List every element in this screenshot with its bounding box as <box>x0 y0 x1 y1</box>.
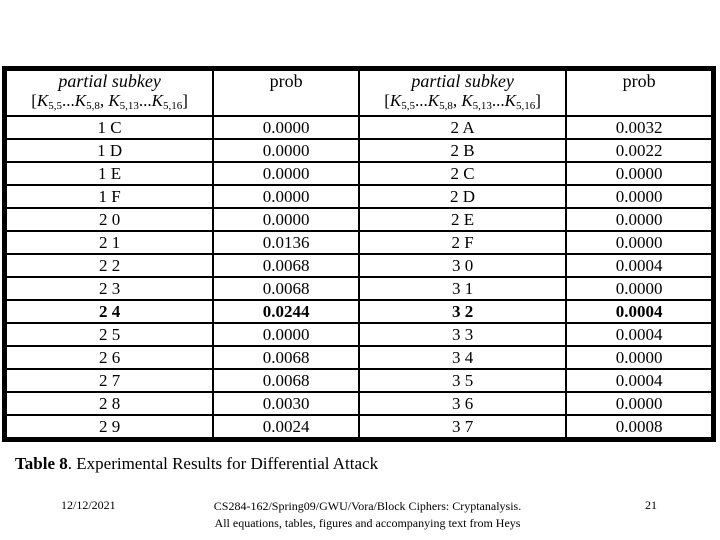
prob-cell-left: 0.0000 <box>214 324 358 345</box>
subkey-cell-left: 2 1 <box>7 232 212 253</box>
prob-cell-left: 0.0000 <box>214 117 358 138</box>
table-row <box>7 324 711 345</box>
results-table-frame <box>2 66 716 442</box>
header-prob-right: prob <box>567 71 711 115</box>
footer-credit-line-1: CS284-162/Spring09/GWU/Vora/Block Ciphers: Cryptanalysis. <box>213 499 522 513</box>
table-row <box>7 209 711 230</box>
subkey-cell-left: 1 E <box>7 163 212 184</box>
subkey-cell-right: 2 E <box>360 209 565 230</box>
header-partial-subkey-left: partial subkey [$K_{5,5}...K_{5,8}$, $K_{5,13}...K_{5,16}$] <box>7 71 212 115</box>
prob-cell-left: 0.0000 <box>214 163 358 184</box>
table-body <box>7 117 711 437</box>
prob-cell-right: 0.0000 <box>567 186 711 207</box>
subkey-cell-right: 3 7 <box>360 416 565 437</box>
footer-credit-line-2: All equations, tables, figures and accompanying text from Heys <box>214 516 521 530</box>
subkey-cell-left: 2 3 <box>7 278 212 299</box>
subkey-cell-right: 3 3 <box>360 324 565 345</box>
table-row <box>7 232 711 253</box>
footer-date: 12/12/2021 <box>61 498 116 512</box>
table-row <box>7 186 711 207</box>
prob-cell-right: 0.0000 <box>567 278 711 299</box>
subkey-cell-left: 2 6 <box>7 347 212 368</box>
prob-cell-right: 0.0022 <box>567 140 711 161</box>
table-header-row <box>7 71 711 115</box>
prob-cell-right: 0.0004 <box>567 370 711 391</box>
prob-cell-left: 0.0000 <box>214 209 358 230</box>
table-row <box>7 347 711 368</box>
subkey-cell-left: 2 2 <box>7 255 212 276</box>
table-row <box>7 393 711 414</box>
prob-cell-right: 0.0000 <box>567 232 711 253</box>
table-row <box>7 278 711 299</box>
header-prob-left: prob <box>214 71 358 115</box>
prob-cell-right: 0.0000 <box>567 393 711 414</box>
subkey-cell-left: 1 F <box>7 186 212 207</box>
subkey-cell-right: 3 0 <box>360 255 565 276</box>
prob-cell-left: 0.0068 <box>214 278 358 299</box>
prob-cell-left: 0.0030 <box>214 393 358 414</box>
subkey-cell-right: 3 1 <box>360 278 565 299</box>
prob-cell-right: 0.0004 <box>567 324 711 345</box>
subkey-cell-right: 3 5 <box>360 370 565 391</box>
subkey-cell-right: 3 2 <box>360 301 565 322</box>
subkey-cell-left: 2 4 <box>7 301 212 322</box>
prob-cell-right: 0.0000 <box>567 163 711 184</box>
table-row <box>7 301 711 322</box>
table-row <box>7 255 711 276</box>
table-caption <box>15 454 378 474</box>
subkey-cell-left: 2 8 <box>7 393 212 414</box>
table-row <box>7 370 711 391</box>
caption-label: Table 8 <box>15 454 68 473</box>
subkey-cell-left: 2 5 <box>7 324 212 345</box>
prob-cell-right: 0.0004 <box>567 255 711 276</box>
results-table <box>5 69 713 439</box>
prob-cell-right: 0.0004 <box>567 301 711 322</box>
subkey-cell-right: 2 D <box>360 186 565 207</box>
subkey-cell-right: 2 B <box>360 140 565 161</box>
subkey-cell-right: 2 F <box>360 232 565 253</box>
footer-page-number: 21 <box>645 498 657 512</box>
prob-cell-right: 0.0000 <box>567 347 711 368</box>
subkey-cell-left: 2 0 <box>7 209 212 230</box>
footer-credit <box>160 498 575 532</box>
prob-cell-left: 0.0068 <box>214 370 358 391</box>
prob-cell-right: 0.0008 <box>567 416 711 437</box>
subkey-cell-right: 3 4 <box>360 347 565 368</box>
table-row <box>7 416 711 437</box>
caption-text: . Experimental Results for Differential Attack <box>67 454 379 473</box>
subkey-cell-right: 2 A <box>360 117 565 138</box>
subkey-cell-right: 3 6 <box>360 393 565 414</box>
prob-cell-right: 0.0000 <box>567 209 711 230</box>
prob-cell-left: 0.0068 <box>214 255 358 276</box>
prob-cell-left: 0.0000 <box>214 140 358 161</box>
prob-cell-left: 0.0136 <box>214 232 358 253</box>
table-row <box>7 117 711 138</box>
subkey-cell-right: 2 C <box>360 163 565 184</box>
subkey-range-left: [$K_{5,5}...K_{5,8}$, $K_{5,13}...K_{5,16}$] <box>31 91 188 112</box>
subkey-cell-left: 1 C <box>7 117 212 138</box>
subkey-range-right: [$K_{5,5}...K_{5,8}$, $K_{5,13}...K_{5,16}$] <box>384 91 541 112</box>
table-row <box>7 140 711 161</box>
subkey-cell-left: 2 7 <box>7 370 212 391</box>
subkey-cell-left: 2 9 <box>7 416 212 437</box>
prob-cell-left: 0.0000 <box>214 186 358 207</box>
table-row <box>7 163 711 184</box>
prob-cell-left: 0.0024 <box>214 416 358 437</box>
subkey-cell-left: 1 D <box>7 140 212 161</box>
prob-cell-right: 0.0032 <box>567 117 711 138</box>
prob-cell-left: 0.0244 <box>214 301 358 322</box>
header-partial-subkey-right: partial subkey [$K_{5,5}...K_{5,8}$, $K_{5,13}...K_{5,16}$] <box>360 71 565 115</box>
prob-cell-left: 0.0068 <box>214 347 358 368</box>
